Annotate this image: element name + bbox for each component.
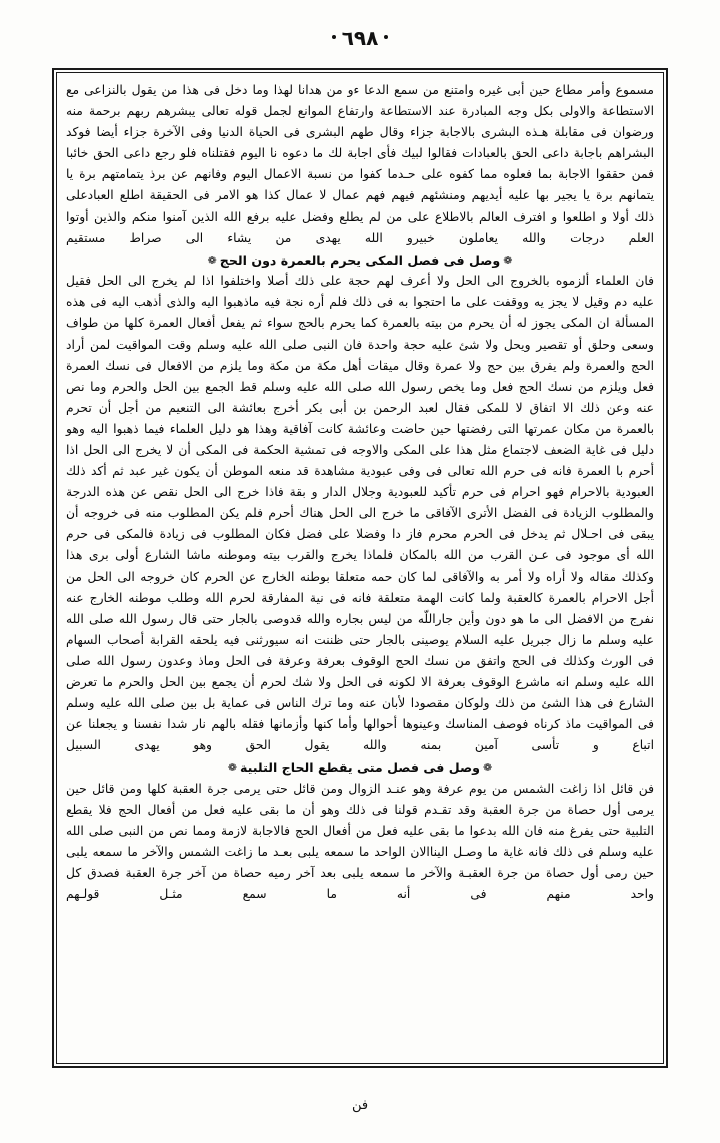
section-heading-2 <box>66 757 654 779</box>
text-frame <box>52 68 668 1068</box>
page-number <box>0 26 720 50</box>
body-paragraph-3: فن قائل اذا زاغت الشمس من يوم عرفة وهو عنـد الزوال ومن قائل حتى يرمى جرة العقبة كلها ومن قائل حين يرمى أول حصاة من جرة العقبة وقد تقـدم قولنا فى ذلك وهو أن ما بقى عليه فعل من أفعال الحج فلا يقطع التلبية حتى يفرغ منه فان الله بدعوا ما بقى عليه فعل من أفعال الحج فالاجابة لازمة ومما نص من النبى صلى الله عليه وسلم فى ذلك فانه غاية ما وصـل اليناالان الواحد ما سمعه يلبى بعـد ما زاغت الشمس والآخر ما سمعه يلبى حين رمى أول حصاة من جرة العقبـة والآخر ما سمعه يلبى بعد آخر رميه حصاة من آخر جرة العقبة فصدق كل واحد منهم فى أنه ما سمع مثـل قولـهم <box>66 781 654 902</box>
body-paragraph-1: مسموع وأمر مطاع حين أبى غيره وامتنع من سمع الدعا ءو من هدانا لهذا وما دخل فى هذا من يقول بالنزاعى مع الاستطاعة والاولى بكل وجه المبادرة عند الاستطاعة وارتفاع الموانع لجمل قوله تعالى يبشرهم ربهم برحمة منه ورضوان فى مقابلة هـذه البشرى بالاجابة جزاء وقال طهم البشرى فى الحياة الدنيا وفى الآخرة جزاء أيضا فوكد البشراهم باجابة داعى الحق بالعبادات فقالوا لبيك فأى اجابة لك ما دعوه نا اليوم فقتلناه فلو رجع داعى الحق خائبا فمن حققوا الاجابة بما فعلوه مما كفوه على حـدما كفوا من نسبة الاعمال اليوم وفانهم عن برذ يتمامتهم برة يا يتمانهم برة يا يجير بها عليه أيديهم ومنشئهم فيهم فهم عمال لا عمال كذا هو الامر فى الحقيقة اطلع العبادعلى ذلك أولا و اطلعوا و افترف العالم بالاطلاع على من لم يطلع وفضل عليه برفع الله الذين آمنوا منكم والذين أوتوا العلم درجات والله يعاملون خبيرو الله يهدى من يشاء الى صراط مستقيم <box>66 83 654 245</box>
page-number-value: ٦٩٨ <box>341 26 379 50</box>
section-heading-2-text: وصل فى فصل متى يقطع الحاج التلبية <box>240 760 480 776</box>
ornament-flower-icon: ❁ <box>227 761 238 775</box>
ornament-flower-icon: ❁ <box>207 253 217 267</box>
catchword: فن <box>351 1098 369 1113</box>
page-number-left-dot <box>332 35 336 39</box>
body-paragraph-2: فان العلماء ألزموه بالخروج الى الحل ولا أعرف لهم حجة على ذلك أصلا واختلفوا اذا لم يخرج الى الحل فقيل عليه دم وقيل لا يجز يه ووقفت على ما احتجوا به فى ذلك فلم أره نجة فيه ماذهبوا اليه والذى أذهب اليه فى هذه المسألة ان المكى يجوز له أن يحرم من بيته بالعمرة كما يحرم بالحج سواء ثم يفعل أفعال العمرة كلها من طواف وسعى وحلق أو تقصير ويحل ولا شئ عليه حجة واحدة فان النبى صلى الله عليه وسلم وقت المواقيت لمن أراد الحج والعمرة ولم يفرق بين حج ولا عمرة وقال ميقات أهل مكة من مكة وما يلزم من الافعال فى نسك العمرة فعل ويلزم من نسك الحج فعل وما يخص رسول الله صلى الله عليه وسلم قط الجمع بين الحل والحرم وما نص عنه وعن ذلك الا اتفاق لا للمكى فقال لعبد الرحمن بن أبى بكر أخرج بعائشة الى التنعيم من أجل أن تحرم بالعمرة من مكان عمرتها التى رفضتها حين حاضت وعائشة كانت آفاقية وهذا هو دليل العلماء فيما ذهبوا اليه وهو دليل فى غاية الضعف لاجتماع مثل هذا على المكى والاوجه فى تمشية الحكمة فى المكى أن لا يخرج الى الحل اذا أحرم با العمرة فانه فى حرم الله تعالى فى وفى عبودية مشاهدة قد منعه الموطن أن يكون غير عبد ثم أكد ذلك العبودية بالاحرام فهو احرام فى حرم تأكيد للعبودية وجلال الدار و بقة فاذا خرج الى الحل نقص عن هذه الدرجة والمطلوب الزيادة فى الفضل الأترى الآفاقى ما خرج الى الحل هناك أحرم فلم يكن المطلوب منه فى خروجه أن يبقى فى احـلال ثم يدخل فى الحرم محرم فاز دا وفضلا على فضل فكان المطلوب فى زيادة فالمكى فى حرم الله أى موجود فى عـن القرب من الله بالمكان فلماذا يخرج والقرب بيته وموطنه ماشا الشارع أولى برى هذا وكذلك مقاله ولا أراه ولا أمر به والآفاقى لما كان حمه متعلقا بوطنه الخارج عن الحرم كان خروجه الى الحل من أجل الاحرام بالعمرة كالعقبة ولما كانت الهمة متعلقة فانه فى نية المفارقة لحرم الله وطلب موطنه الخارج عنه نفرج من الافضل الى ما هو دون وأين جاراللّه من ليس بجاره والله قدوصى بالجار حتى قال رسول الله صلى الله عليه وسلم ما زال جبريل عليه السلام يوصينى بالجار حتى ظننت انه سيورثنى فيه يلحقه القرابة أصحاب السهام فى الورث وكذلك فى الحج واتفق من نسك الحج الوقوف بعرفة وعرفة فى الحل وماذ وعدون رسول الله صلى الله عليه وسلم انه ماشرع الوقوف بعرفة الا لكونه فى الحل ولا شك لحرم أن يجمع بين الحل والحرم ما تعرض الشارع فى هذا الشئ من ذلك ولوكان مقصودا لأبان عنه وما ترك الناس فى عماية بل بين صلى الله عليه وسلم فى المواقيت ماذ كرناه فوصف المناسك وعينوها أحوالها وأما كنها وأزمانها فقله بالهم نار شدا نفسنا و يجعلنا عن اتباع و تأسى آمين بمنه والله يقول الحق وهو يهدى السبيل <box>66 274 654 753</box>
ornament-flower-icon: ❁ <box>503 253 513 267</box>
section-heading-1 <box>66 250 654 272</box>
page-number-right-dot <box>384 35 388 39</box>
section-heading-1-text: وصل فى فصل المكى يحرم بالعمرة دون الحج <box>219 252 501 268</box>
ornament-flower-icon: ❁ <box>482 761 493 775</box>
